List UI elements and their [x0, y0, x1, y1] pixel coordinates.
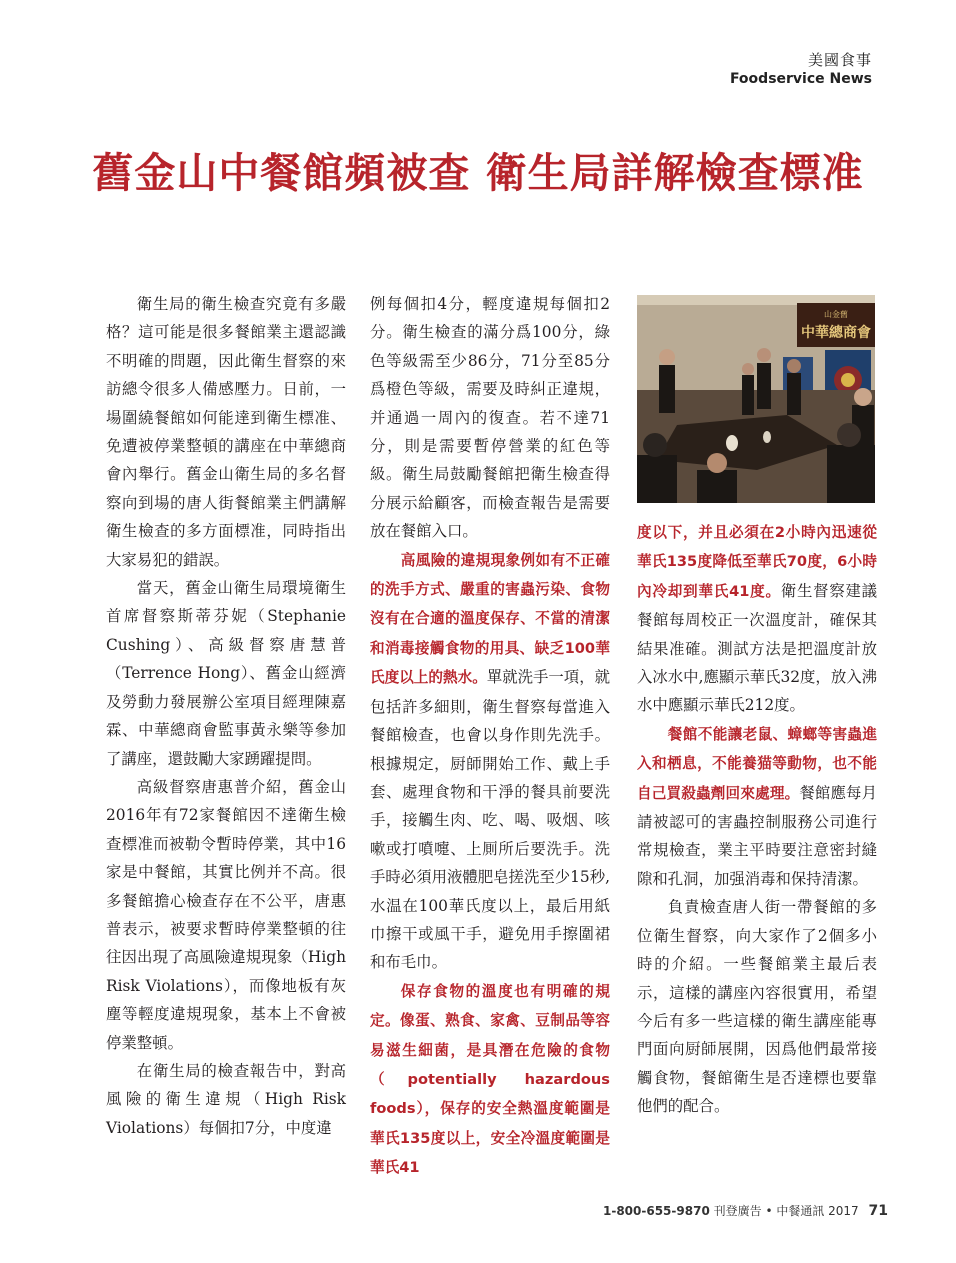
- article-column-1: [106, 290, 346, 1142]
- paragraph: [637, 720, 877, 893]
- paragraph: 高級督察唐惠普介紹，舊金山2016年有72家餐館因不達衛生檢查標准而被勒令暫時停業，其中16家是中餐館，其實比例并不高。很多餐館擔心檢查存在不公平，唐惠普表示，被要求暫時停業整頓的往往因出現了高風險違規現象（High Risk Violations），而像地板有灰塵等輕度違規現象，基本上不會被停業整頓。: [106, 777, 346, 1052]
- paragraph: [370, 977, 610, 1183]
- paragraph-text: 單就洗手一項，就包括許多細則，衛生督察每當進入餐館檢查，也會以身作則先洗手。根據規定，厨師開始工作、戴上手套、處理食物和干淨的餐具前要洗手，接觸生肉、吃、喝、吸烟、咳嗽或打噴嚏、上厠所后要洗手。洗手時必須用液體肥皂搓洗至少15秒,水温在100華氏度以上，最后用紙巾擦干或風干手，避免用手擦圍裙和布毛巾。: [370, 668, 610, 972]
- paragraph-text: 餐館應每月請被認可的害蟲控制服務公司進行常規檢查，業主平時要注意密封縫隙和孔洞，加强消毒和保持清潔。: [637, 783, 877, 888]
- paragraph: [637, 518, 877, 720]
- article-column-2: [370, 290, 610, 1183]
- paragraph: [370, 546, 610, 977]
- highlighted-text: 保存食物的溫度也有明確的規定。像蛋、熟食、家禽、豆制品等容易滋生細菌，是具潛在危險的食物（potentially hazardous foods），保存的安全熱溫度範圍是華氏135度以上，安全冷溫度範圍是華氏41: [370, 982, 610, 1177]
- section-name-english: Foodservice News: [729, 71, 872, 87]
- section-header: [730, 50, 872, 88]
- article-column-3: [637, 518, 877, 1121]
- footer-text: 刊登廣告 • 中餐通訊 2017: [713, 1204, 859, 1218]
- footer-phone: 1-800-655-9870: [603, 1204, 710, 1218]
- sign-small-text: 山金舊: [824, 310, 848, 319]
- highlighted-text: 高風險的違規現象例如有不正確的洗手方式、嚴重的害蟲污染、食物沒有在合適的溫度保存、不當的清潔和消毒接觸食物的用具、缺乏100華氏度以上的熱水。: [370, 551, 610, 687]
- paragraph-text: 衛生督察建議餐館每周校正一次溫度計，確保其結果准確。測試方法是把溫度計放入冰水中,應顯示華氏32度，放入沸水中應顯示華氏212度。: [637, 581, 877, 715]
- section-name-chinese: 美國食事: [807, 51, 872, 69]
- paragraph: 在衛生局的檢查報告中，對高風險的衛生違規（High Risk Violations）每個扣7分，中度違: [106, 1061, 346, 1137]
- paragraph: 負責檢查唐人街一帶餐館的多位衛生督察，向大家作了2個多小時的介紹。一些餐館業主最后表示，這樣的講座內容很實用，希望今后有多一些這樣的衛生講座能專門面向厨師展開，因爲他們最常接觸食物，餐館衛生是否達標也要靠他們的配合。: [637, 898, 877, 1116]
- sign-text: 中華總商會: [801, 325, 871, 341]
- highlighted-text: 度以下，并且必須在2小時內迅速從華氏135度降低至華氏70度，6小時內冷却到華氏41度。: [637, 524, 877, 600]
- page-footer: [603, 1202, 888, 1219]
- meeting-photo: [637, 295, 875, 503]
- article-title: 舊金山中餐館頻被查 衛生局詳解檢查標准: [92, 149, 864, 197]
- page-number: 71: [868, 1203, 888, 1219]
- paragraph: 當天，舊金山衛生局環境衛生首席督察斯蒂芬妮（Stephanie Cushing）、高級督察唐慧普（Terrence Hong）、舊金山經濟及勞動力發展辦公室項目經理陳嘉霖、中華總商會監事黃永樂等參加了講座，還鼓勵大家踴躍提問。: [106, 579, 346, 768]
- paragraph: 例每個扣4分，輕度違規每個扣2分。衛生檢查的滿分爲100分，綠色等級需至少86分，71分至85分爲橙色等級，需要及時糾正違規，并通過一周內的復查。若不達71分，則是需要暫停營業的紅色等級。衛生局鼓勵餐館把衛生檢查得分展示給顧客，而檢查報告是需要放在餐館入口。: [370, 295, 610, 541]
- highlighted-text: 餐館不能讓老鼠、蟑螂等害蟲進入和栖息，不能養猫等動物，也不能自己買殺蟲劑回來處理。: [637, 725, 877, 802]
- paragraph: 衛生局的衛生檢查究竟有多嚴格？這可能是很多餐館業主還認識不明確的問題，因此衛生督察的來訪總令很多人備感壓力。日前，一場圍繞餐館如何能達到衛生標准、免遭被停業整頓的講座在中華總商會內舉行。舊金山衛生局的多名督察向到場的唐人街餐館業主們講解衛生檢查的多方面標准，同時指出大家易犯的錯誤。: [106, 295, 346, 569]
